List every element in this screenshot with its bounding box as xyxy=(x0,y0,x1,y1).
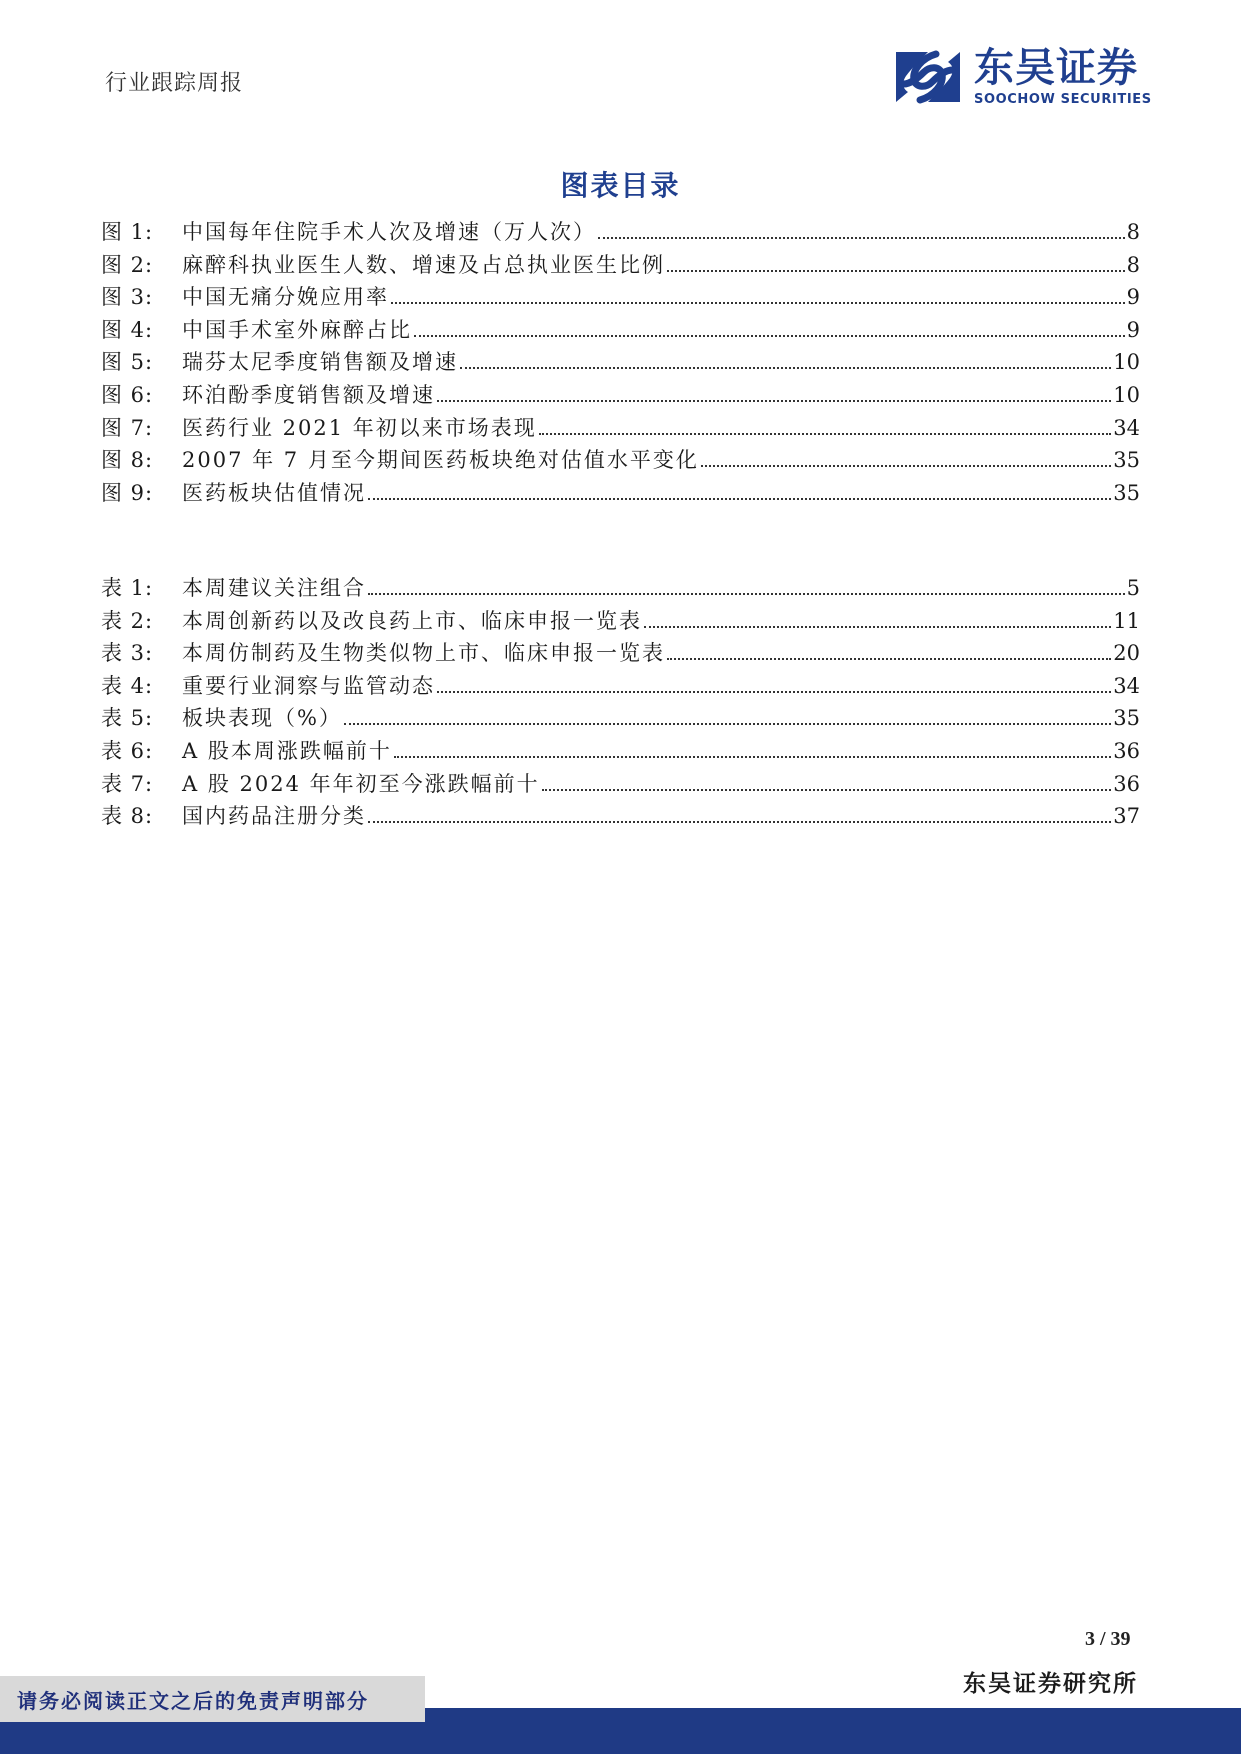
toc-dot-leader xyxy=(667,658,1111,660)
disclaimer-text: 请务必阅读正文之后的免责声明部分 xyxy=(17,1689,369,1713)
toc-dot-leader xyxy=(701,465,1111,467)
toc-figure-entry[interactable] xyxy=(101,281,1140,314)
toc-entry-page: 36 xyxy=(1113,771,1140,796)
page-number: 3 / 39 xyxy=(1085,1628,1131,1650)
toc-entry-page: 9 xyxy=(1126,317,1140,342)
toc-figure-entry[interactable] xyxy=(101,444,1140,477)
toc-entry-title: 麻醉科执业医生人数、增速及占总执业医生比例 xyxy=(182,252,665,277)
toc-entry-number: 表 5: xyxy=(101,706,154,731)
toc-entry-number: 图 8: xyxy=(101,448,154,473)
toc-table-entry[interactable] xyxy=(101,637,1140,670)
toc-table-entry[interactable] xyxy=(101,572,1140,605)
toc-table-entry[interactable] xyxy=(101,702,1140,735)
toc-dot-leader xyxy=(414,335,1125,337)
toc-entry-page: 34 xyxy=(1113,415,1140,440)
toc-entry-number: 图 5: xyxy=(101,350,154,375)
toc-entry-title: 本周仿制药及生物类似物上市、临床申报一览表 xyxy=(182,641,665,666)
toc-figure-entry[interactable] xyxy=(101,412,1140,445)
page-title: 图表目录 xyxy=(560,169,681,202)
toc-entry-page: 5 xyxy=(1126,576,1140,600)
logo-name-en: SOOCHOW SECURITIES xyxy=(974,92,1152,107)
toc-entry-page: 9 xyxy=(1126,285,1140,310)
toc-table-entry[interactable] xyxy=(101,800,1140,833)
table-list xyxy=(101,572,1140,833)
toc-entry-number: 表 4: xyxy=(101,673,154,698)
toc-dot-leader xyxy=(460,367,1111,369)
toc-entry-title: 医药行业 2021 年初以来市场表现 xyxy=(182,415,537,440)
toc-entry-title: 瑞芬太尼季度销售额及增速 xyxy=(182,350,458,375)
toc-figure-entry[interactable] xyxy=(101,249,1140,282)
toc-entry-title: 本周建议关注组合 xyxy=(182,576,366,600)
toc-entry-number: 表 6: xyxy=(101,738,154,763)
toc-entry-page: 35 xyxy=(1113,448,1140,473)
toc-entry-page: 20 xyxy=(1113,641,1140,666)
toc-dot-leader xyxy=(437,400,1111,402)
toc-dot-leader xyxy=(437,691,1111,693)
toc-entry-number: 图 6: xyxy=(101,382,154,407)
toc-dot-leader xyxy=(394,756,1111,758)
logo-name-cn: 东吴证券 xyxy=(974,45,1138,91)
toc-entry-page: 35 xyxy=(1113,480,1140,505)
toc-entry-number: 表 7: xyxy=(101,771,154,796)
toc-entry-number: 表 2: xyxy=(101,608,154,633)
toc-entry-number: 图 3: xyxy=(101,285,154,310)
toc-entry-page: 8 xyxy=(1126,252,1140,277)
toc-entry-number: 图 7: xyxy=(101,415,154,440)
disclaimer-box xyxy=(0,1676,425,1722)
company-logo xyxy=(892,46,1154,110)
toc-figure-entry[interactable] xyxy=(101,346,1140,379)
toc-table-entry[interactable] xyxy=(101,605,1140,638)
toc-entry-page: 36 xyxy=(1113,738,1140,763)
toc-entry-title: 重要行业洞察与监管动态 xyxy=(182,673,435,698)
toc-entry-number: 表 1: xyxy=(101,576,154,600)
toc-entry-page: 10 xyxy=(1113,382,1140,407)
toc-entry-number: 图 4: xyxy=(101,317,154,342)
toc-entry-page: 10 xyxy=(1113,350,1140,375)
toc-entry-page: 8 xyxy=(1126,220,1140,244)
toc-entry-title: 环泊酚季度销售额及增速 xyxy=(182,382,435,407)
toc-table-entry[interactable] xyxy=(101,670,1140,703)
toc-dot-leader xyxy=(598,237,1125,239)
toc-entry-title: 中国手术室外麻醉占比 xyxy=(182,317,412,342)
toc-entry-number: 图 2: xyxy=(101,252,154,277)
figure-list xyxy=(101,216,1140,509)
toc-entry-page: 34 xyxy=(1113,673,1140,698)
toc-dot-leader xyxy=(344,723,1111,725)
toc-entry-page: 35 xyxy=(1113,706,1140,731)
toc-dot-leader xyxy=(644,626,1111,628)
toc-dot-leader xyxy=(368,593,1125,595)
toc-dot-leader xyxy=(542,789,1112,791)
research-institute-label: 东吴证券研究所 xyxy=(963,1670,1138,1697)
toc-entry-number: 表 3: xyxy=(101,641,154,666)
toc-dot-leader xyxy=(539,433,1111,435)
toc-figure-entry[interactable] xyxy=(101,216,1140,249)
toc-figure-entry[interactable] xyxy=(101,379,1140,412)
toc-entry-title: 国内药品注册分类 xyxy=(182,804,366,829)
toc-entry-title: A 股 2024 年年初至今涨跌幅前十 xyxy=(182,771,540,796)
toc-entry-title: 本周创新药以及改良药上市、临床申报一览表 xyxy=(182,608,642,633)
toc-table-entry[interactable] xyxy=(101,735,1140,768)
toc-entry-title: 中国每年住院手术人次及增速（万人次） xyxy=(182,220,596,244)
toc-entry-title: 板块表现（%） xyxy=(182,706,342,731)
toc-entry-number: 图 9: xyxy=(101,480,154,505)
toc-entry-title: 中国无痛分娩应用率 xyxy=(182,285,389,310)
toc-figure-entry[interactable] xyxy=(101,477,1140,510)
toc-dot-leader xyxy=(391,302,1125,304)
toc-entry-title: A 股本周涨跌幅前十 xyxy=(182,738,392,763)
report-type-label: 行业跟踪周报 xyxy=(105,71,244,96)
toc-dot-leader xyxy=(667,270,1125,272)
soochow-logo-icon xyxy=(892,48,964,106)
toc-entry-number: 表 8: xyxy=(101,804,154,829)
toc-entry-number: 图 1: xyxy=(101,220,154,244)
toc-entry-page: 11 xyxy=(1113,608,1140,633)
toc-entry-title: 2007 年 7 月至今期间医药板块绝对估值水平变化 xyxy=(182,448,699,473)
toc-dot-leader xyxy=(368,821,1111,823)
toc-dot-leader xyxy=(368,498,1111,500)
toc-entry-page: 37 xyxy=(1113,804,1140,829)
toc-figure-entry[interactable] xyxy=(101,314,1140,347)
toc-table-entry[interactable] xyxy=(101,768,1140,801)
toc-entry-title: 医药板块估值情况 xyxy=(182,480,366,505)
